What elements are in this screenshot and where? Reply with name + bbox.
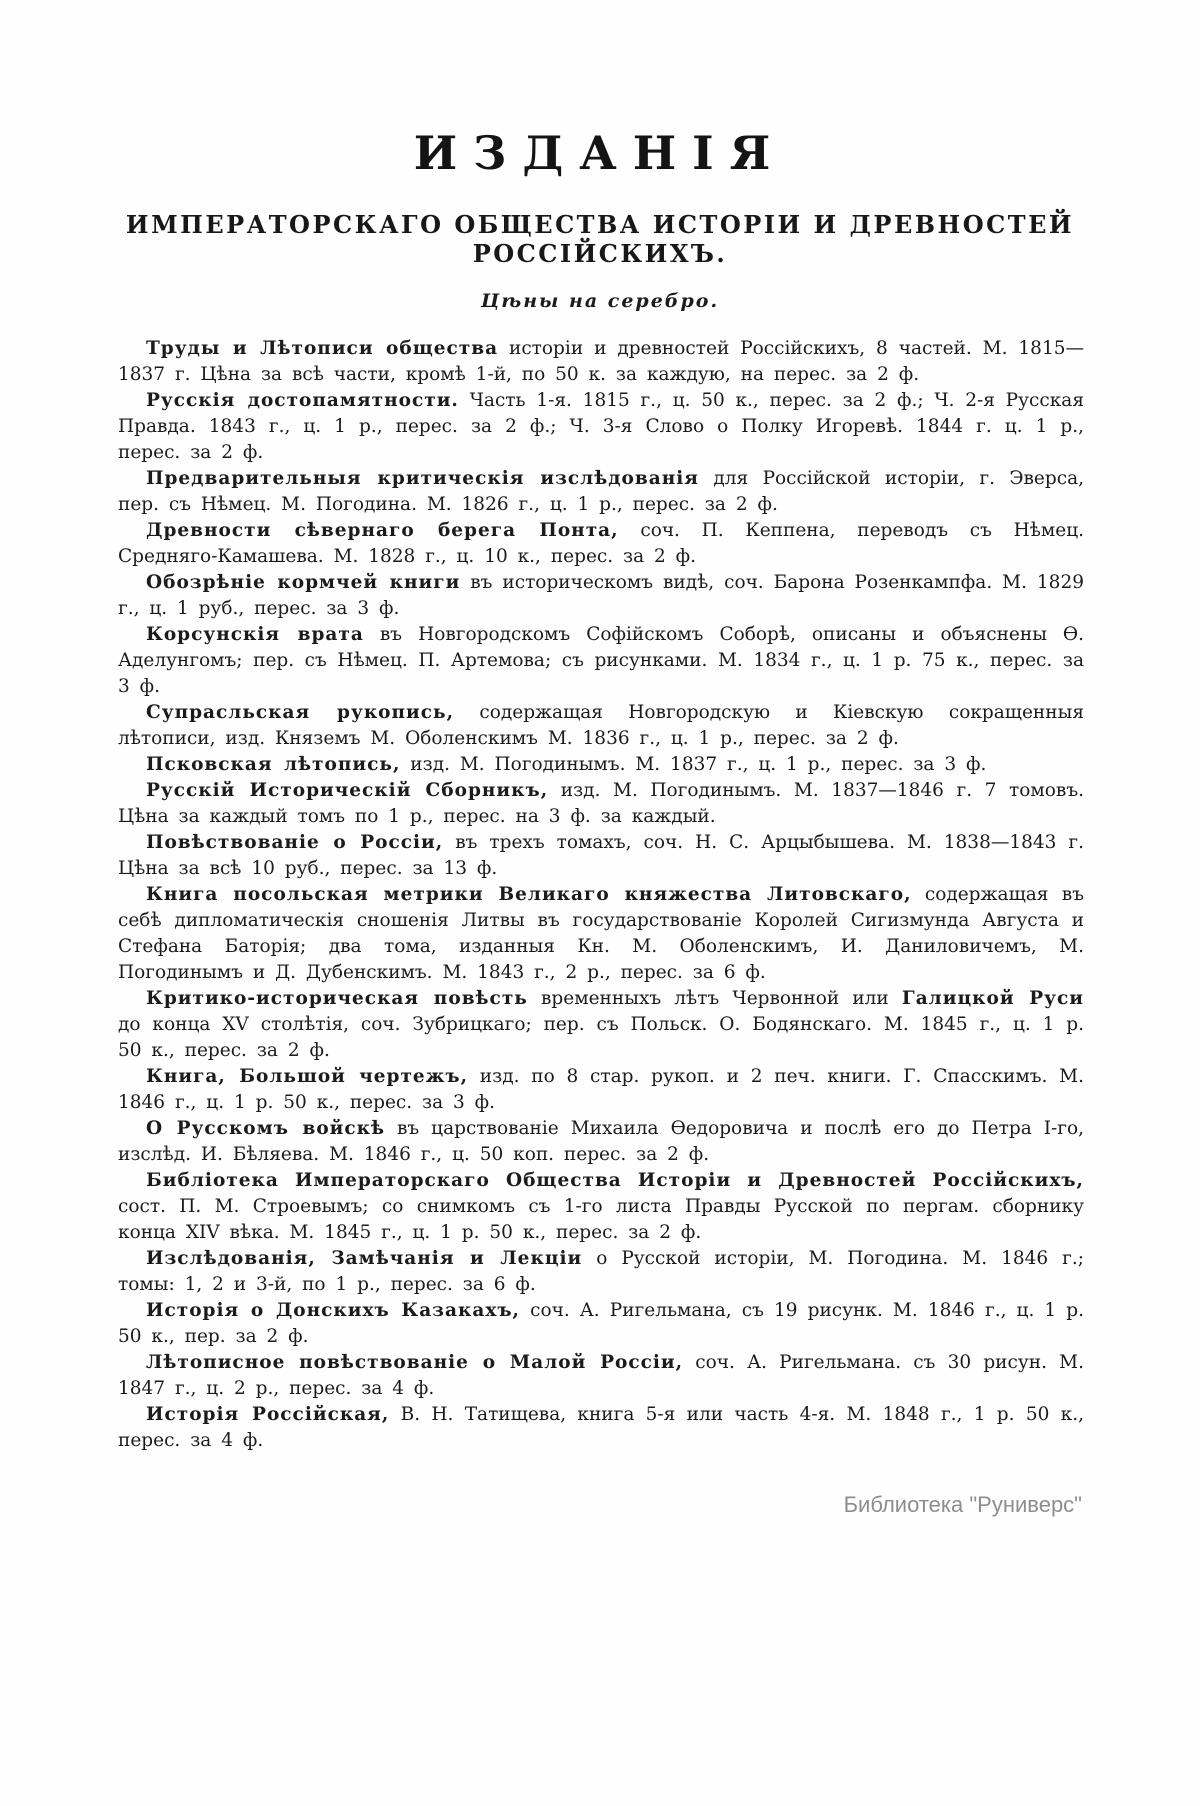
- entry-title: Русскій Историческій Сборникъ,: [146, 780, 549, 801]
- entry: [118, 1298, 1084, 1350]
- entry: [118, 700, 1084, 752]
- entry-text: для Россійской исторіи, г. Эверса, пер. съ Нѣмец. М. Погодина. М. 1826 г., ц. 1 р., перес. за 2 ф.: [118, 468, 1084, 515]
- entry: [118, 622, 1084, 700]
- entry-title: Древности сѣвернаго берега Понта,: [146, 520, 619, 541]
- entry-text: соч. А. Ригельмана, съ 19 рисунк. М. 1846 г., ц. 1 р. 50 к., пер. за 2 ф.: [118, 1300, 1085, 1347]
- entries-list: [118, 336, 1084, 1454]
- entry: [118, 518, 1084, 570]
- entry-title: Псковская лѣтопись,: [146, 754, 401, 775]
- entry: [118, 336, 1084, 388]
- entry: [118, 388, 1084, 466]
- entry: [118, 1168, 1084, 1246]
- entry: [118, 1402, 1084, 1454]
- entry-text: сост. П. М. Строевымъ; со снимкомъ съ 1-го листа Правды Русской по пергам. сборнику конца XIV вѣка. М. 1845 г., ц. 1 р. 50 к., перес. за 2 ф.: [118, 1196, 1084, 1243]
- entry-title: Критико-историческая повѣсть: [146, 988, 528, 1009]
- entry: [118, 1350, 1084, 1402]
- entry: [118, 570, 1084, 622]
- entry: [118, 466, 1084, 518]
- entry-text: В. Н. Татищева, книга 5-я или часть 4-я. М. 1848 г., 1 р. 50 к., перес. за 4 ф.: [118, 1404, 1084, 1451]
- entry-text: въ историческомъ видѣ, соч. Барона Розенкампфа. М. 1829 г., ц. 1 руб., перес. за 3 ф.: [118, 572, 1084, 619]
- entry-title: Книга, Большой чертежъ,: [146, 1066, 469, 1087]
- entry-title: Супрасльская рукопись,: [146, 702, 455, 723]
- entry-title: Русскія достопамятности.: [146, 390, 459, 411]
- price-note: Цѣны на серебро.: [480, 290, 720, 312]
- entry-title: Предварительныя критическія изслѣдованія: [146, 468, 699, 489]
- entry-title: Исторія Россійская,: [146, 1404, 390, 1425]
- entry-title: Галицкой Руси: [901, 988, 1085, 1009]
- entry-text: въ трехъ томахъ, соч. Н. С. Арцыбышева. М. 1838—1843 г. Цѣна за всѣ 10 руб., перес. за 13 ф.: [118, 832, 1084, 879]
- entry: [118, 830, 1084, 882]
- entry-title: Лѣтописное повѣствованіе о Малой Россіи,: [146, 1352, 684, 1373]
- entry-text: содержащая въ себѣ дипломатическія сношенія Литвы въ государствованіе Королей Сигизмунда Августа и Стефана Баторія; два тома, изданныя Кн. М. Оболенскимъ, И. Даниловичемъ, М. Погодинымъ и Д. Дубенскимъ. М. 1843 г., 2 р., перес. за 6 ф.: [118, 884, 1084, 983]
- entry: [118, 986, 1084, 1064]
- entry-title: Корсунскія врата: [146, 624, 364, 645]
- entry-text: содержащая Новгородскую и Кіевскую сокращенныя лѣтописи, изд. Княземъ М. Оболенскимъ М. 1836 г., ц. 1 р., перес. за 2 ф.: [118, 702, 1084, 749]
- entry-title: Труды и Лѣтописи общества: [146, 338, 499, 359]
- entry-text: въ Новгородскомъ Софійскомъ Соборѣ, описаны и объяснены Ѳ. Аделунгомъ; пер. съ Нѣмец. П. Артемова; съ рисунками. М. 1834 г., ц. 1 р. 75 к., перес. за 3 ф.: [118, 624, 1084, 697]
- entry-text: въ царствованіе Михаила Ѳедоровича и послѣ его до Петра I-го, изслѣд. И. Бѣляева. М. 1846 г., ц. 50 коп. перес. за 2 ф.: [118, 1118, 1084, 1165]
- entry-title: Изслѣдованія, Замѣчанія и Лекціи: [146, 1248, 583, 1269]
- entry-title: Библіотека Императорскаго Общества Исторіи и Древностей Россійскихъ,: [146, 1170, 1084, 1191]
- entry-text: изд. по 8 стар. рукоп. и 2 печ. книги. Г. Спасскимъ. М. 1846 г., ц. 1 р. 50 к., перес. за 3 ф.: [118, 1066, 1084, 1113]
- entry-title: Исторія о Донскихъ Казакахъ,: [146, 1300, 520, 1321]
- entry-title: Повѣствованіе о Россіи,: [146, 832, 444, 853]
- entry: [118, 778, 1084, 830]
- entry-text: исторіи и древностей Россійскихъ, 8 частей. М. 1815—1837 г. Цѣна за всѣ части, кромѣ 1-й, по 50 к. за каждую, на перес. за 2 ф.: [118, 338, 1084, 385]
- entry-text: изд. М. Погодинымъ. М. 1837—1846 г. 7 томовъ. Цѣна за каждый томъ по 1 р., перес. на 3 ф. за каждый.: [118, 780, 1084, 827]
- entry-text: соч. П. Кеппена, переводъ съ Нѣмец. Средняго-Камашева. М. 1828 г., ц. 10 к., перес. за 2 ф.: [118, 520, 1085, 567]
- entry-text: временныхъ лѣтъ Червонной или: [527, 988, 902, 1009]
- entry-text: Часть 1-я. 1815 г., ц. 50 к., перес. за 2 ф.; Ч. 2-я Русская Правда. 1843 г., ц. 1 р., перес. за 2 ф.; Ч. 3-я Слово о Полку Игоревѣ. 1844 г. ц. 1 р., перес. за 2 ф.: [118, 390, 1084, 463]
- entry-text: о Русской исторіи, М. Погодина. М. 1846 г.; томы: 1, 2 и 3-й, по 1 р., перес. за 6 ф.: [118, 1248, 1084, 1295]
- entry: [118, 1064, 1084, 1116]
- watermark: Библиотека "Руниверс": [843, 1492, 1082, 1517]
- entry: [118, 752, 1084, 778]
- entry: [118, 882, 1084, 986]
- entry-text: изд. М. Погодинымъ. М. 1837 г., ц. 1 р., перес. за 3 ф.: [400, 754, 987, 775]
- entry-title: Обозрѣніе кормчей книги: [146, 572, 461, 593]
- entry-title: Книга посольская метрики Великаго княжества Литовскаго,: [146, 884, 912, 905]
- entry: [118, 1246, 1084, 1298]
- entry-text: соч. А. Ригельмана. съ 30 рисун. М. 1847 г., ц. 2 р., перес. за 4 ф.: [118, 1352, 1084, 1399]
- entry-text: до конца XV столѣтія, соч. Зубрицкаго; пер. съ Польск. О. Бодянскаго. М. 1845 г., ц. 1 р. 50 к., перес. за 2 ф.: [118, 1014, 1084, 1061]
- entry-title: О Русскомъ войскѣ: [146, 1118, 386, 1139]
- entry: [118, 1116, 1084, 1168]
- page-title: ИЗДАНІЯ: [413, 126, 787, 180]
- page-subtitle: ИМПЕРАТОРСКАГО ОБЩЕСТВА ИСТОРІИ И ДРЕВНОСТЕЙ РОССІЙСКИХЪ.: [125, 210, 1075, 268]
